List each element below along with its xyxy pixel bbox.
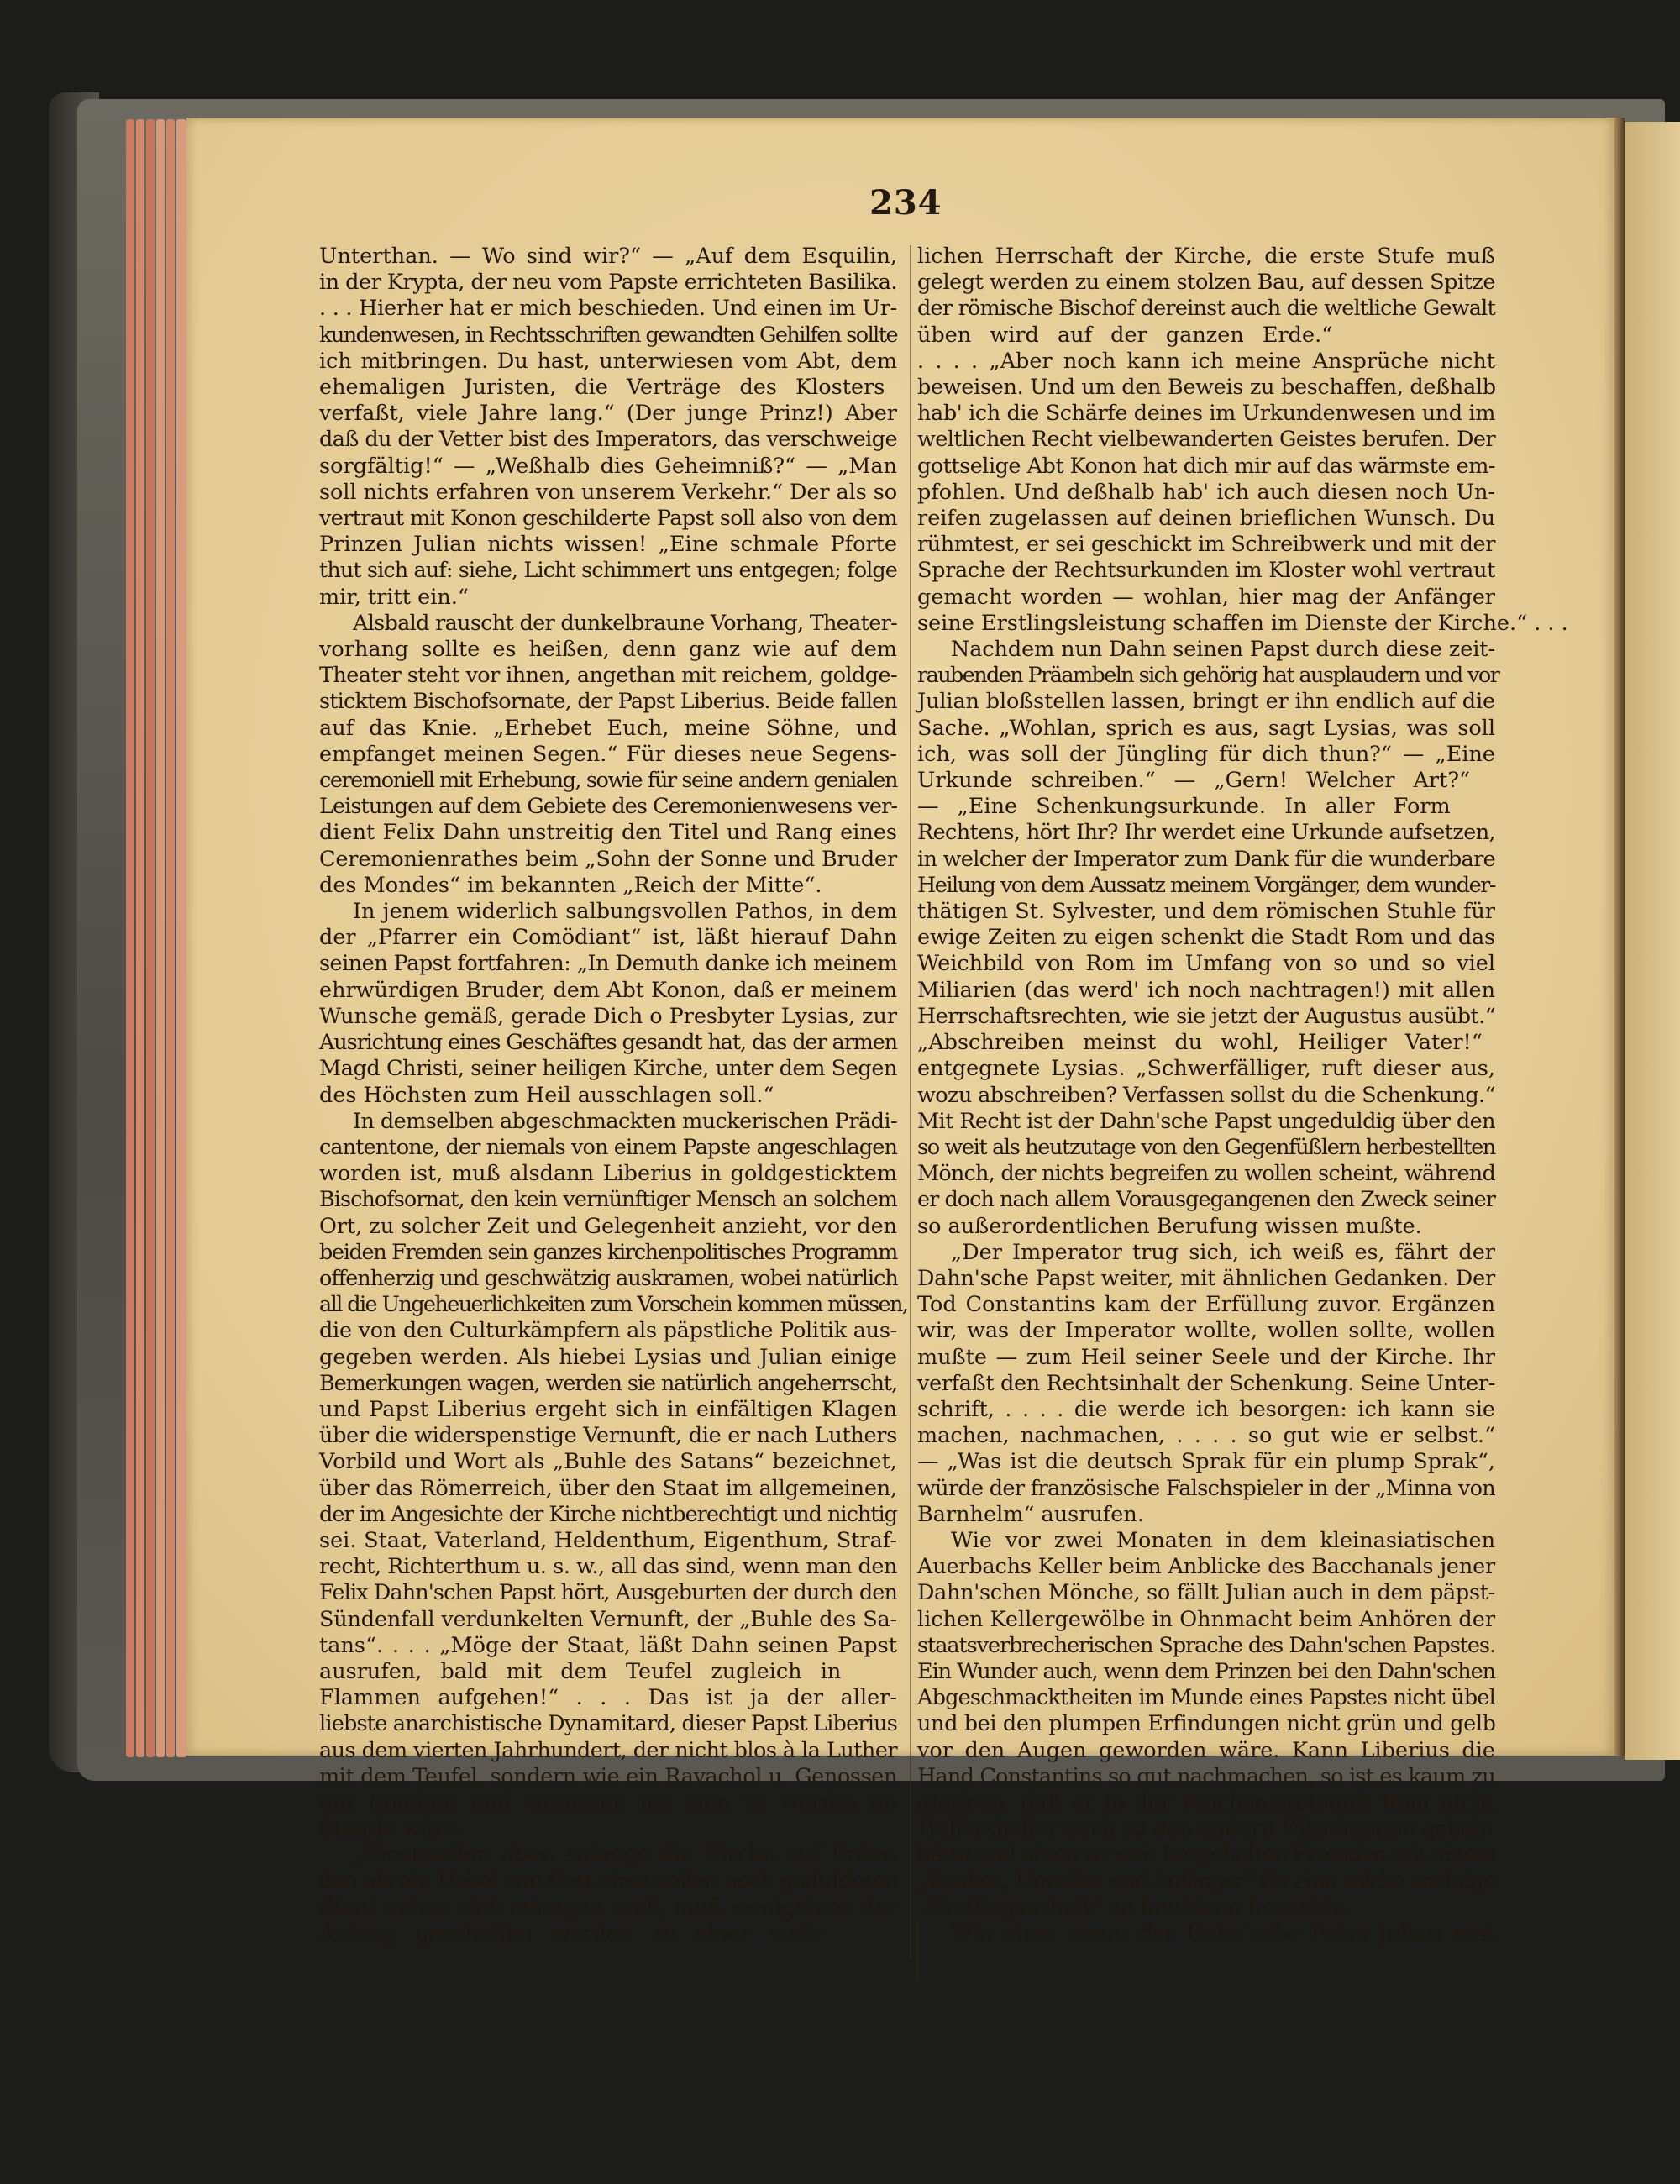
text-line: Vorbild und Wort als „Buhle des Satans“ bezeichnet,	[319, 1449, 897, 1475]
text-line: Ein Wunder auch, wenn dem Prinzen bei den Dahn'schen	[917, 1658, 1495, 1684]
text-line: sorgfältig!“ — „Weßhalb dies Geheimniß?“ — „Man	[319, 453, 897, 479]
text-line: Flammen aufgehen!“ . . . Das ist ja der aller-	[319, 1685, 897, 1711]
text-line: und Papst Liberius ergeht sich in einfältigen Klagen	[319, 1396, 897, 1422]
text-line: ehrwürdigen Bruder, dem Abt Konon, daß er meinem	[319, 977, 897, 1003]
margin-mark	[916, 1922, 919, 1981]
text-line: Weichbild von Rom im Umfang von so und so viel	[917, 951, 1495, 977]
text-line: soll nichts erfahren von unserem Verkehr.“ Der als so	[319, 479, 897, 505]
text-line: weltlichen Recht vielbewanderten Geistes berufen. Der	[917, 427, 1495, 453]
text-line: die von den Culturkämpfern als päpstliche Politik aus-	[319, 1318, 897, 1344]
text-line: Wie aber, wenn der Dahn'sche Prinz Julian erst	[951, 1921, 1495, 1946]
text-line: ceremoniell mit Erhebung, sowie für seine andern genialen	[319, 768, 897, 794]
text-line: Julian bloßstellen lassen, bringt er ihn endlich auf die	[917, 689, 1495, 715]
text-line: sticktem Bischofsornate, der Papst Liberius. Beide fallen	[319, 689, 897, 715]
text-line: Dahn'schen Mönche, so fällt Julian auch in dem päpst-	[917, 1580, 1495, 1606]
text-line: glauben, daß er in der Reichshauptstadt Rom nicht	[917, 1789, 1495, 1815]
text-line: Staat neben sich ertragen muß, muß wenigstens der	[319, 1894, 897, 1920]
text-line: schrift, . . . . die werde ich besorgen: ich kann sie	[917, 1396, 1495, 1422]
text-line: „Der Imperator trug sich, ich weiß es, fährt der	[951, 1239, 1495, 1265]
page-edge	[146, 119, 155, 1757]
text-line: ausrufen, bald mit dem Teufel zugleich in	[319, 1658, 842, 1684]
text-line: beiden Fremden sein ganzes kirchenpolitisches Programm	[319, 1239, 897, 1265]
text-line: so außerordentlichen Berufung wissen mußte.	[917, 1213, 1422, 1239]
text-line: entgegnete Lysias. „Schwerfälliger, ruft dieser aus,	[917, 1056, 1495, 1082]
text-line: wir, was der Imperator wollte, wollen sollte, wollen	[917, 1318, 1495, 1344]
text-line: Ceremonienrathes beim „Sohn der Sonne und Bruder	[319, 846, 897, 872]
page-number: 234	[869, 183, 942, 223]
text-line: in der Krypta, der neu vom Papste errichteten Basilika.	[319, 270, 897, 296]
text-line: Theater steht vor ihnen, angethan mit reichem, goldge-	[319, 663, 897, 689]
text-line: recht, Richterthum u. s. w., all das sind, wenn man den	[319, 1554, 897, 1580]
text-line: so weit als heutzutage von den Gegenfüßlern herbestellten	[917, 1134, 1495, 1160]
text-line: dient Felix Dahn unstreitig den Titel und Rang eines	[319, 820, 897, 846]
text-line: Mönch, der nichts begreifen zu wollen scheint, während	[917, 1161, 1496, 1187]
column-divider	[910, 245, 911, 1959]
text-line: Dahn'sche Papst weiter, mit ähnlichen Gedanken. Der	[917, 1265, 1495, 1291]
text-line: Magd Christi, seiner heiligen Kirche, unter dem Segen	[319, 1056, 897, 1082]
text-line: Sprache der Rechtsurkunden im Kloster wohl vertraut	[917, 558, 1495, 584]
text-line: vertraut mit Konon geschilderte Papst soll also von dem	[319, 506, 897, 532]
text-line: „Abschreiben meinst du wohl, Heiliger Vater!“	[917, 1030, 1483, 1056]
text-line: cantentone, der niemals von einem Papste angeschlagen	[319, 1134, 897, 1160]
page-edge	[126, 119, 134, 1757]
text-line: tans“. . . . „Möge der Staat, läßt Dahn seinen Papst	[319, 1632, 897, 1658]
text-line: hab' ich die Schärfe deines im Urkundenwesen und im	[917, 401, 1495, 427]
text-line: daß du der Vetter bist des Imperators, das verschweige	[319, 427, 897, 453]
text-line: worden ist, muß alsdann Liberius in goldgesticktem	[319, 1161, 897, 1187]
text-line: Felix Dahn'schen Papst hört, Ausgeburten der durch den	[319, 1580, 897, 1606]
text-line: vor den Augen geworden wäre. Kann Liberius die	[917, 1737, 1495, 1763]
text-line: Bemerkungen wagen, werden sie natürlich angeherrscht,	[319, 1370, 897, 1396]
text-line: Tod Constantins kam der Erfüllung zuvor. Ergänzen	[917, 1292, 1495, 1318]
text-line: liebste anarchistische Dynamitard, dieser Papst Liberius	[319, 1711, 897, 1737]
text-line: thut sich auf: siehe, Licht schimmert uns entgegen; folge	[319, 558, 897, 584]
text-line: pfohlen. Und deßhalb hab' ich auch diesen noch Un-	[917, 479, 1495, 505]
text-line: Unterthan. — Wo sind wir?“ — „Auf dem Esquilin,	[319, 244, 897, 269]
text-line: verfaßt den Rechtsinhalt der Schenkung. Seine Unter-	[917, 1370, 1495, 1396]
text-line: . . . Hierher hat er mich beschieden. Und einen im Ur-	[319, 296, 897, 322]
text-line: über das Römerreich, über den Staat im allgemeinen,	[319, 1475, 897, 1501]
text-line: der im Angesichte der Kirche nichtberechtigt und nichtig	[319, 1501, 897, 1527]
text-line: Miliarien (das werd' ich noch nachtragen!) mit allen	[917, 977, 1495, 1003]
text-line: Sache. „Wohlan, sprich es aus, sagt Lysias, was soll	[917, 715, 1495, 741]
text-line: thätigen St. Sylvester, und dem römischen Stuhle für	[917, 899, 1495, 925]
text-line: würde der französische Falschspieler in der „Minna von	[917, 1475, 1495, 1501]
text-line: lichen Kellergewölbe in Ohnmacht beim Anhören der	[917, 1606, 1495, 1632]
text-line: kundenwesen, in Rechtsschriften gewandten Gehilfen sollte	[319, 322, 897, 348]
text-line: in welcher der Imperator zum Dank für die wunderbare	[917, 846, 1495, 872]
text-line: Barnhelm“ ausrufen.	[917, 1501, 1144, 1527]
text-line: über die widerspenstige Vernunft, die er nach Luthers	[319, 1423, 897, 1449]
text-line: üben wird auf der ganzen Erde.“	[917, 322, 1333, 348]
text-line: Herrschaftsrechten, wie sie jetzt der Augustus ausübt.“	[917, 1003, 1496, 1029]
text-line: Hand Constantins so gut nachmachen, so ist es kaum zu	[917, 1763, 1495, 1789]
right-text-column	[917, 244, 1568, 1946]
text-line: Wunsche gemäß, gerade Dich o Presbyter Lysias, zur	[319, 1003, 897, 1029]
text-line: der römische Bischof dereinst auch die weltliche Gewalt	[917, 296, 1495, 322]
text-line: des Höchsten zum Heil ausschlagen soll.“	[319, 1082, 774, 1108]
text-line: . . . . „Aber noch kann ich meine Ansprüche nicht	[917, 348, 1495, 374]
text-line: ehemaligen Juristen, die Verträge des Klosters	[319, 375, 885, 401]
text-line: mit dem Teufel, sondern wie ein Ravachol u. Genossen	[319, 1763, 897, 1789]
text-line: Auerbachs Keller beim Anblicke des Bacchanals jener	[917, 1554, 1495, 1580]
text-line: Prinzen Julian nichts wissen! „Eine schmale Pforte	[319, 532, 897, 558]
text-line: offenherzig und geschwätzig auskramen, wobei natürlich	[319, 1265, 898, 1291]
text-line: vorhang sollte es heißen, denn ganz wie auf dem	[319, 637, 897, 663]
text-line: „Knaben, Unreifen und Anfänger“ für eine solche wichtige	[917, 1868, 1495, 1894]
page-edge	[136, 119, 144, 1757]
text-line: Ausrichtung eines Geschäftes gesandt hat, das der armen	[319, 1030, 897, 1056]
text-line: Helfershelfer auch zu den andern Fälschungen gehabt	[917, 1816, 1495, 1842]
text-line: ich, was soll der Jüngling für dich thun?“ — „Eine	[917, 741, 1495, 767]
text-line: Abgeschmacktheiten im Munde eines Papstes nicht übel	[917, 1685, 1495, 1711]
text-line: Rechtens, hört Ihr? Ihr werdet eine Urkunde aufsetzen,	[917, 820, 1495, 846]
text-line: Mit Recht ist der Dahn'sche Papst ungeduldig über den	[917, 1108, 1496, 1134]
text-line: In jenem widerlich salbungsvollen Pathos, in dem	[353, 899, 897, 925]
text-line: Nachdem nun Dahn seinen Papst durch diese zeit-	[951, 637, 1495, 663]
text-line: all die Ungeheuerlichkeiten zum Vorschein kommen müssen,	[319, 1292, 908, 1318]
text-line: mir, tritt ein.“	[319, 584, 469, 610]
text-line: — „Eine Schenkungsurkunde. In aller Form	[917, 794, 1451, 820]
text-line: aus dem vierten Jahrhundert, der nicht blos à la Luther	[319, 1737, 898, 1763]
page-edge	[156, 119, 165, 1757]
left-text-column	[319, 244, 908, 1946]
text-line: wozu abschreiben? Verfassen sollst du die Schenkung.“	[917, 1082, 1495, 1108]
text-line: Anfang geschaffen werden zu einer welt-	[319, 1921, 824, 1946]
text-line: Alsbald rauscht der dunkelbraune Vorhang, Theater-	[353, 610, 897, 636]
text-line: In demselben abgeschmackten muckerischen Prädi-	[353, 1108, 897, 1134]
text-line: gegeben werden. Als hiebei Lysias und Julian einige	[319, 1344, 897, 1370]
text-line: beweisen. Und um den Beweis zu beschaffen, deßhalb	[917, 375, 1496, 401]
text-line: und bei den plumpen Erfindungen nicht grün und gelb	[917, 1711, 1496, 1737]
text-line: ich mitbringen. Du hast, unterwiesen vom Abt, dem	[319, 348, 897, 374]
text-line: mußte — zum Heil seiner Seele und der Kirche. Ihr	[917, 1344, 1495, 1370]
page-gutter	[1614, 118, 1625, 1756]
text-line: verfaßt, viele Jahre lang.“ (Der junge Prinz!) Aber	[319, 401, 897, 427]
text-line: Heilung von dem Aussatz meinem Vorgänger, dem wunder-	[917, 872, 1495, 898]
text-line: „Erstlingsarbeit“ zu benützen brauchte.	[917, 1894, 1352, 1920]
text-line: den als ein Uebel von Gott einstweilen noch geduldeten	[319, 1868, 897, 1894]
text-line: Stande wäre.	[319, 1816, 464, 1842]
text-line: mit Bomben und Granaten um sich zu werfen im	[319, 1789, 897, 1815]
text-line: Wie vor zwei Monaten in dem kleinasiatischen	[951, 1527, 1495, 1553]
text-line: gottselige Abt Konon hat dich mir auf das wärmste em-	[917, 453, 1495, 479]
text-line: — „Was ist die deutsch Sprak für ein plump Sprak“,	[917, 1449, 1495, 1475]
text-line: Bischofsornat, den kein vernünftiger Mensch an solchem	[319, 1187, 897, 1213]
text-line: der „Pfarrer ein Comödiant“ ist, läßt hierauf Dahn	[319, 925, 897, 951]
text-line: gemacht worden — wohlan, hier mag der Anfänger	[917, 584, 1495, 610]
text-line: Urkunde schreiben.“ — „Gern! Welcher Art?“	[917, 768, 1471, 794]
page-edge	[166, 119, 175, 1757]
text-line: seinen Papst fortfahren: „In Demuth danke ich meinem	[319, 951, 897, 977]
text-line: raubenden Präambeln sich gehörig hat ausplaudern und vor	[917, 663, 1499, 689]
text-line: lichen Herrschaft der Kirche, die erste Stufe muß	[917, 244, 1495, 269]
text-line: empfanget meinen Segen.“ Für dieses neue Segens-	[319, 741, 897, 767]
text-line: Leistungen auf dem Gebiete des Ceremonienwesens ver-	[319, 794, 897, 820]
text-line: er doch nach allem Vorausgegangenen den Zweck seiner	[917, 1187, 1495, 1213]
text-line: Ort, zu solcher Zeit und Gelegenheit anzieht, vor den	[319, 1213, 897, 1239]
text-line: Sündenfall verdunkelten Vernunft, der „Buhle des Sa-	[319, 1606, 897, 1632]
text-line: staatsverbrecherischen Sprache des Dahn'schen Papstes.	[917, 1632, 1495, 1658]
text-line: hätte und einen so weit hergeholten Fremden mit einem	[917, 1842, 1495, 1868]
text-line: gelegt werden zu einem stolzen Bau, auf dessen Spitze	[917, 270, 1495, 296]
text-line: rühmtest, er sei geschickt im Schreibwerk und mit der	[917, 532, 1495, 558]
text-line: des Mondes“ im bekannten „Reich der Mitte“.	[319, 872, 822, 898]
text-line: auf das Knie. „Erhebet Euch, meine Söhne, und	[319, 715, 897, 741]
text-line: reifen zugelassen auf deinen brieflichen Wunsch. Du	[917, 506, 1495, 532]
text-line: sei. Staat, Vaterland, Heldenthum, Eigenthum, Straf-	[319, 1527, 897, 1553]
text-line: machen, nachmachen, . . . . so gut wie er selbst.“	[917, 1423, 1495, 1449]
text-line: seine Erstlingsleistung schaffen im Dienste der Kirche.“ . . .	[917, 610, 1568, 636]
text-line: „Einstweilen aber, solange die Kirche auf Erden	[353, 1842, 897, 1868]
facing-page-edge	[1625, 122, 1680, 1760]
text-line: ewige Zeiten zu eigen schenkt die Stadt Rom und das	[917, 925, 1495, 951]
page-edge	[176, 119, 186, 1757]
